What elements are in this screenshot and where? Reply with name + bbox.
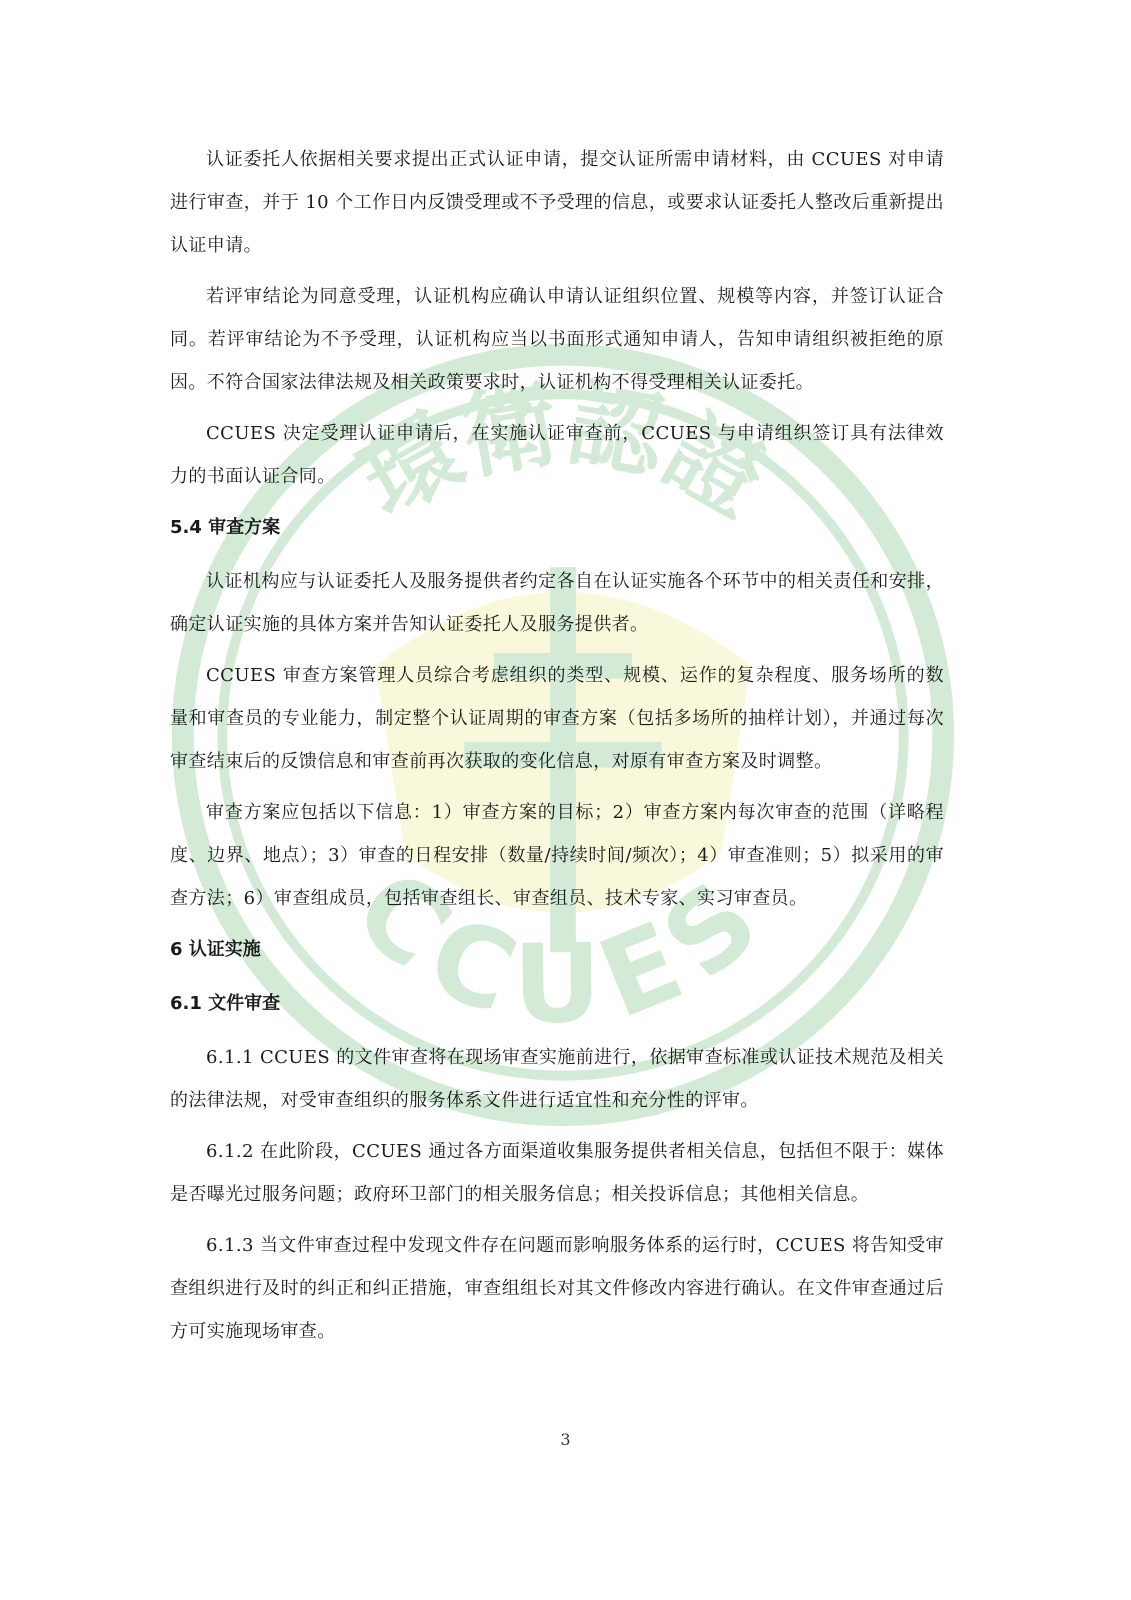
watermark-top-text: 環衛認證 [342,368,784,538]
paragraph: 认证机构应与认证委托人及服务提供者约定各自在认证实施各个环节中的相关责任和安排，确定认证实施的具体方案并告知认证委托人及服务提供者。 [170,571,944,635]
paragraph: CCUES 决定受理认证申请后，在实施认证审查前，CCUES 与申请组织签订具有法律效力的书面认证合同。 [170,423,944,487]
paragraph: CCUES 审查方案管理人员综合考虑组织的类型、规模、运作的复杂程度、服务场所的数量和审查员的专业能力，制定整个认证周期的审查方案（包括多场所的抽样计划），并通过每次审查结束后的反馈信息和审查前再次获取的变化信息，对原有审查方案及时调整。 [170,665,944,772]
paragraph: 审查方案应包括以下信息：1）审查方案的目标；2）审查方案内每次审查的范围（详略程度、边界、地点）；3）审查的日程安排（数量/持续时间/频次）；4）审查准则；5）拟采用的审查方法；6）审查组成员，包括审查组长、审查组员、技术专家、实习审查员。 [170,802,944,909]
section-heading: 6.1 文件审查 [170,993,281,1014]
paragraph: 若评审结论为同意受理，认证机构应确认申请认证组织位置、规模等内容，并签订认证合同。若评审结论为不予受理，认证机构应当以书面形式通知申请人，告知申请组织被拒绝的原因。不符合国家法律法规及相关政策要求时，认证机构不得受理相关认证委托。 [170,286,944,393]
section-heading: 5.4 审查方案 [170,517,281,538]
paragraph: 6.1.2 在此阶段，CCUES 通过各方面渠道收集服务提供者相关信息，包括但不限于：媒体是否曝光过服务问题；政府环卫部门的相关服务信息；相关投诉信息；其他相关信息。 [170,1141,944,1205]
watermark-bottom-text: CCUES [330,845,796,1049]
paragraph: 6.1.3 当文件审查过程中发现文件存在问题而影响服务体系的运行时，CCUES 将告知受审查组织进行及时的纠正和纠正措施，审查组组长对其文件修改内容进行确认。在文件审查通过后方可实施现场审查。 [170,1235,944,1342]
section-heading: 6 认证实施 [170,939,261,960]
paragraph: 6.1.1 CCUES 的文件审查将在现场审查实施前进行，依据审查标准或认证技术规范及相关的法律法规，对受审查组织的服务体系文件进行适宜性和充分性的评审。 [170,1047,944,1111]
paragraph: 认证委托人依据相关要求提出正式认证申请，提交认证所需申请材料，由 CCUES 对申请进行审查，并于 10 个工作日内反馈受理或不予受理的信息，或要求认证委托人整改后重新提出认证申请。 [170,149,944,256]
page-number: 3 [560,1430,571,1449]
document-body [170,138,944,1361]
